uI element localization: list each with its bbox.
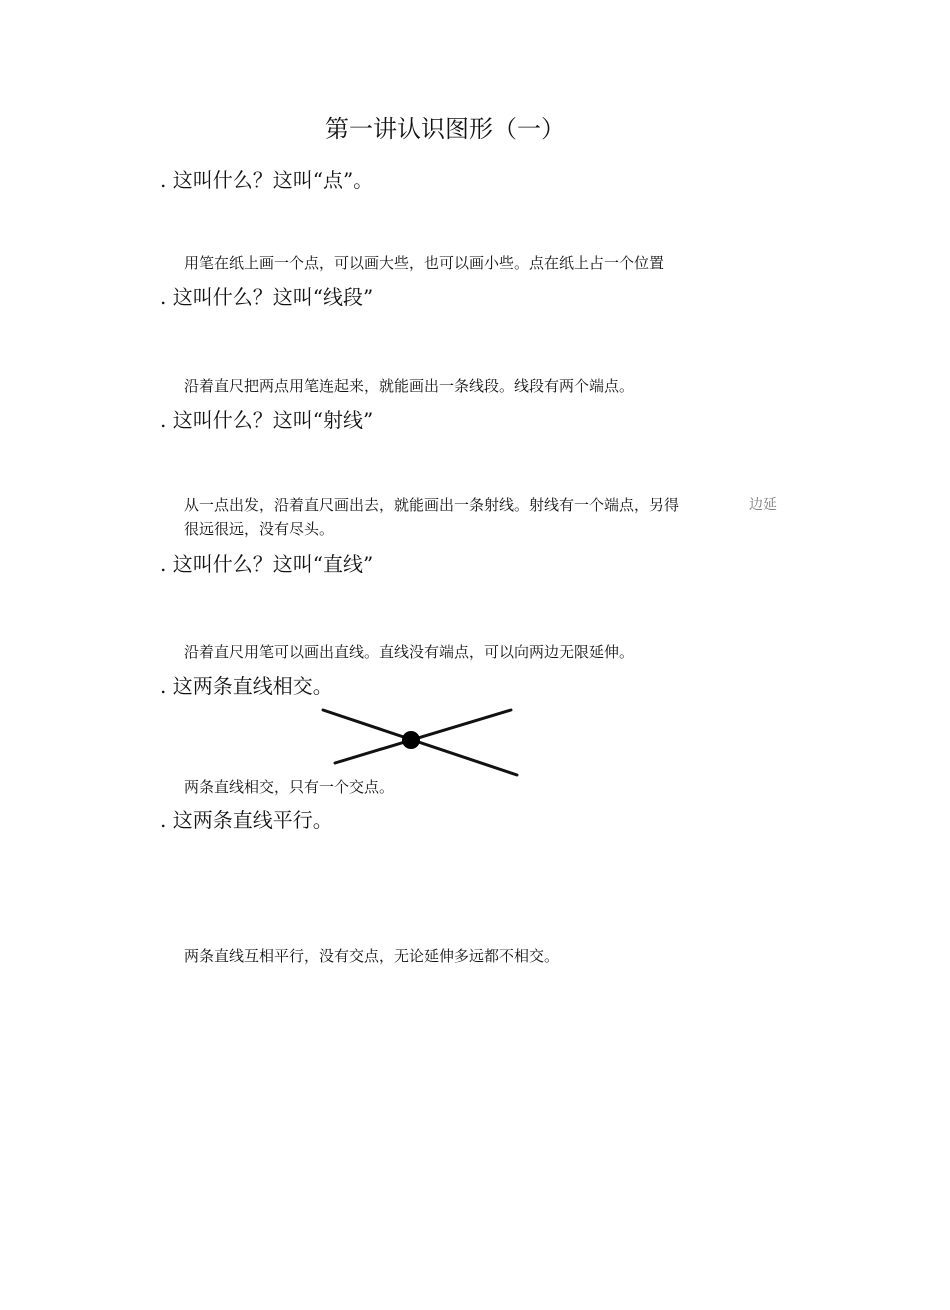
section-heading-line: . 这叫什么？这叫“直线” [160,552,374,576]
section-desc-ray-line1: 从一点出发，沿着直尺画出去，就能画出一条射线。射线有一个端点，另得 [184,496,680,514]
section-heading-intersect: . 这两条直线相交。 [160,674,333,698]
section-desc-intersect: 两条直线相交，只有一个交点。 [184,778,395,796]
section-heading-parallel: . 这两条直线平行。 [160,808,333,832]
section-desc-ray-line2: 很远很远，没有尽头。 [184,520,335,538]
page-title: 第一讲认识图形（一） [325,115,565,143]
section-heading-ray: . 这叫什么？这叫“射线” [160,408,374,432]
section-heading-segment: . 这叫什么？这叫“线段” [160,285,374,309]
intersecting-lines-figure [315,700,525,782]
intersect-line-b [335,710,511,763]
section-desc-parallel: 两条直线互相平行，没有交点，无论延伸多远都不相交。 [184,947,560,965]
section-desc-segment: 沿着直尺把两点用笔连起来，就能画出一条线段。线段有两个端点。 [184,377,635,395]
section-heading-point: . 这叫什么？这叫“点”。 [160,168,374,192]
intersect-line-a [323,710,517,775]
section-desc-ray-faded-tail: 边延 [749,497,777,513]
section-desc-point: 用笔在纸上画一个点，可以画大些，也可以画小些。点在纸上占一个位置 [184,254,665,272]
section-desc-line: 沿着直尺用笔可以画出直线。直线没有端点，可以向两边无限延伸。 [184,643,635,661]
intersection-point [402,731,420,749]
